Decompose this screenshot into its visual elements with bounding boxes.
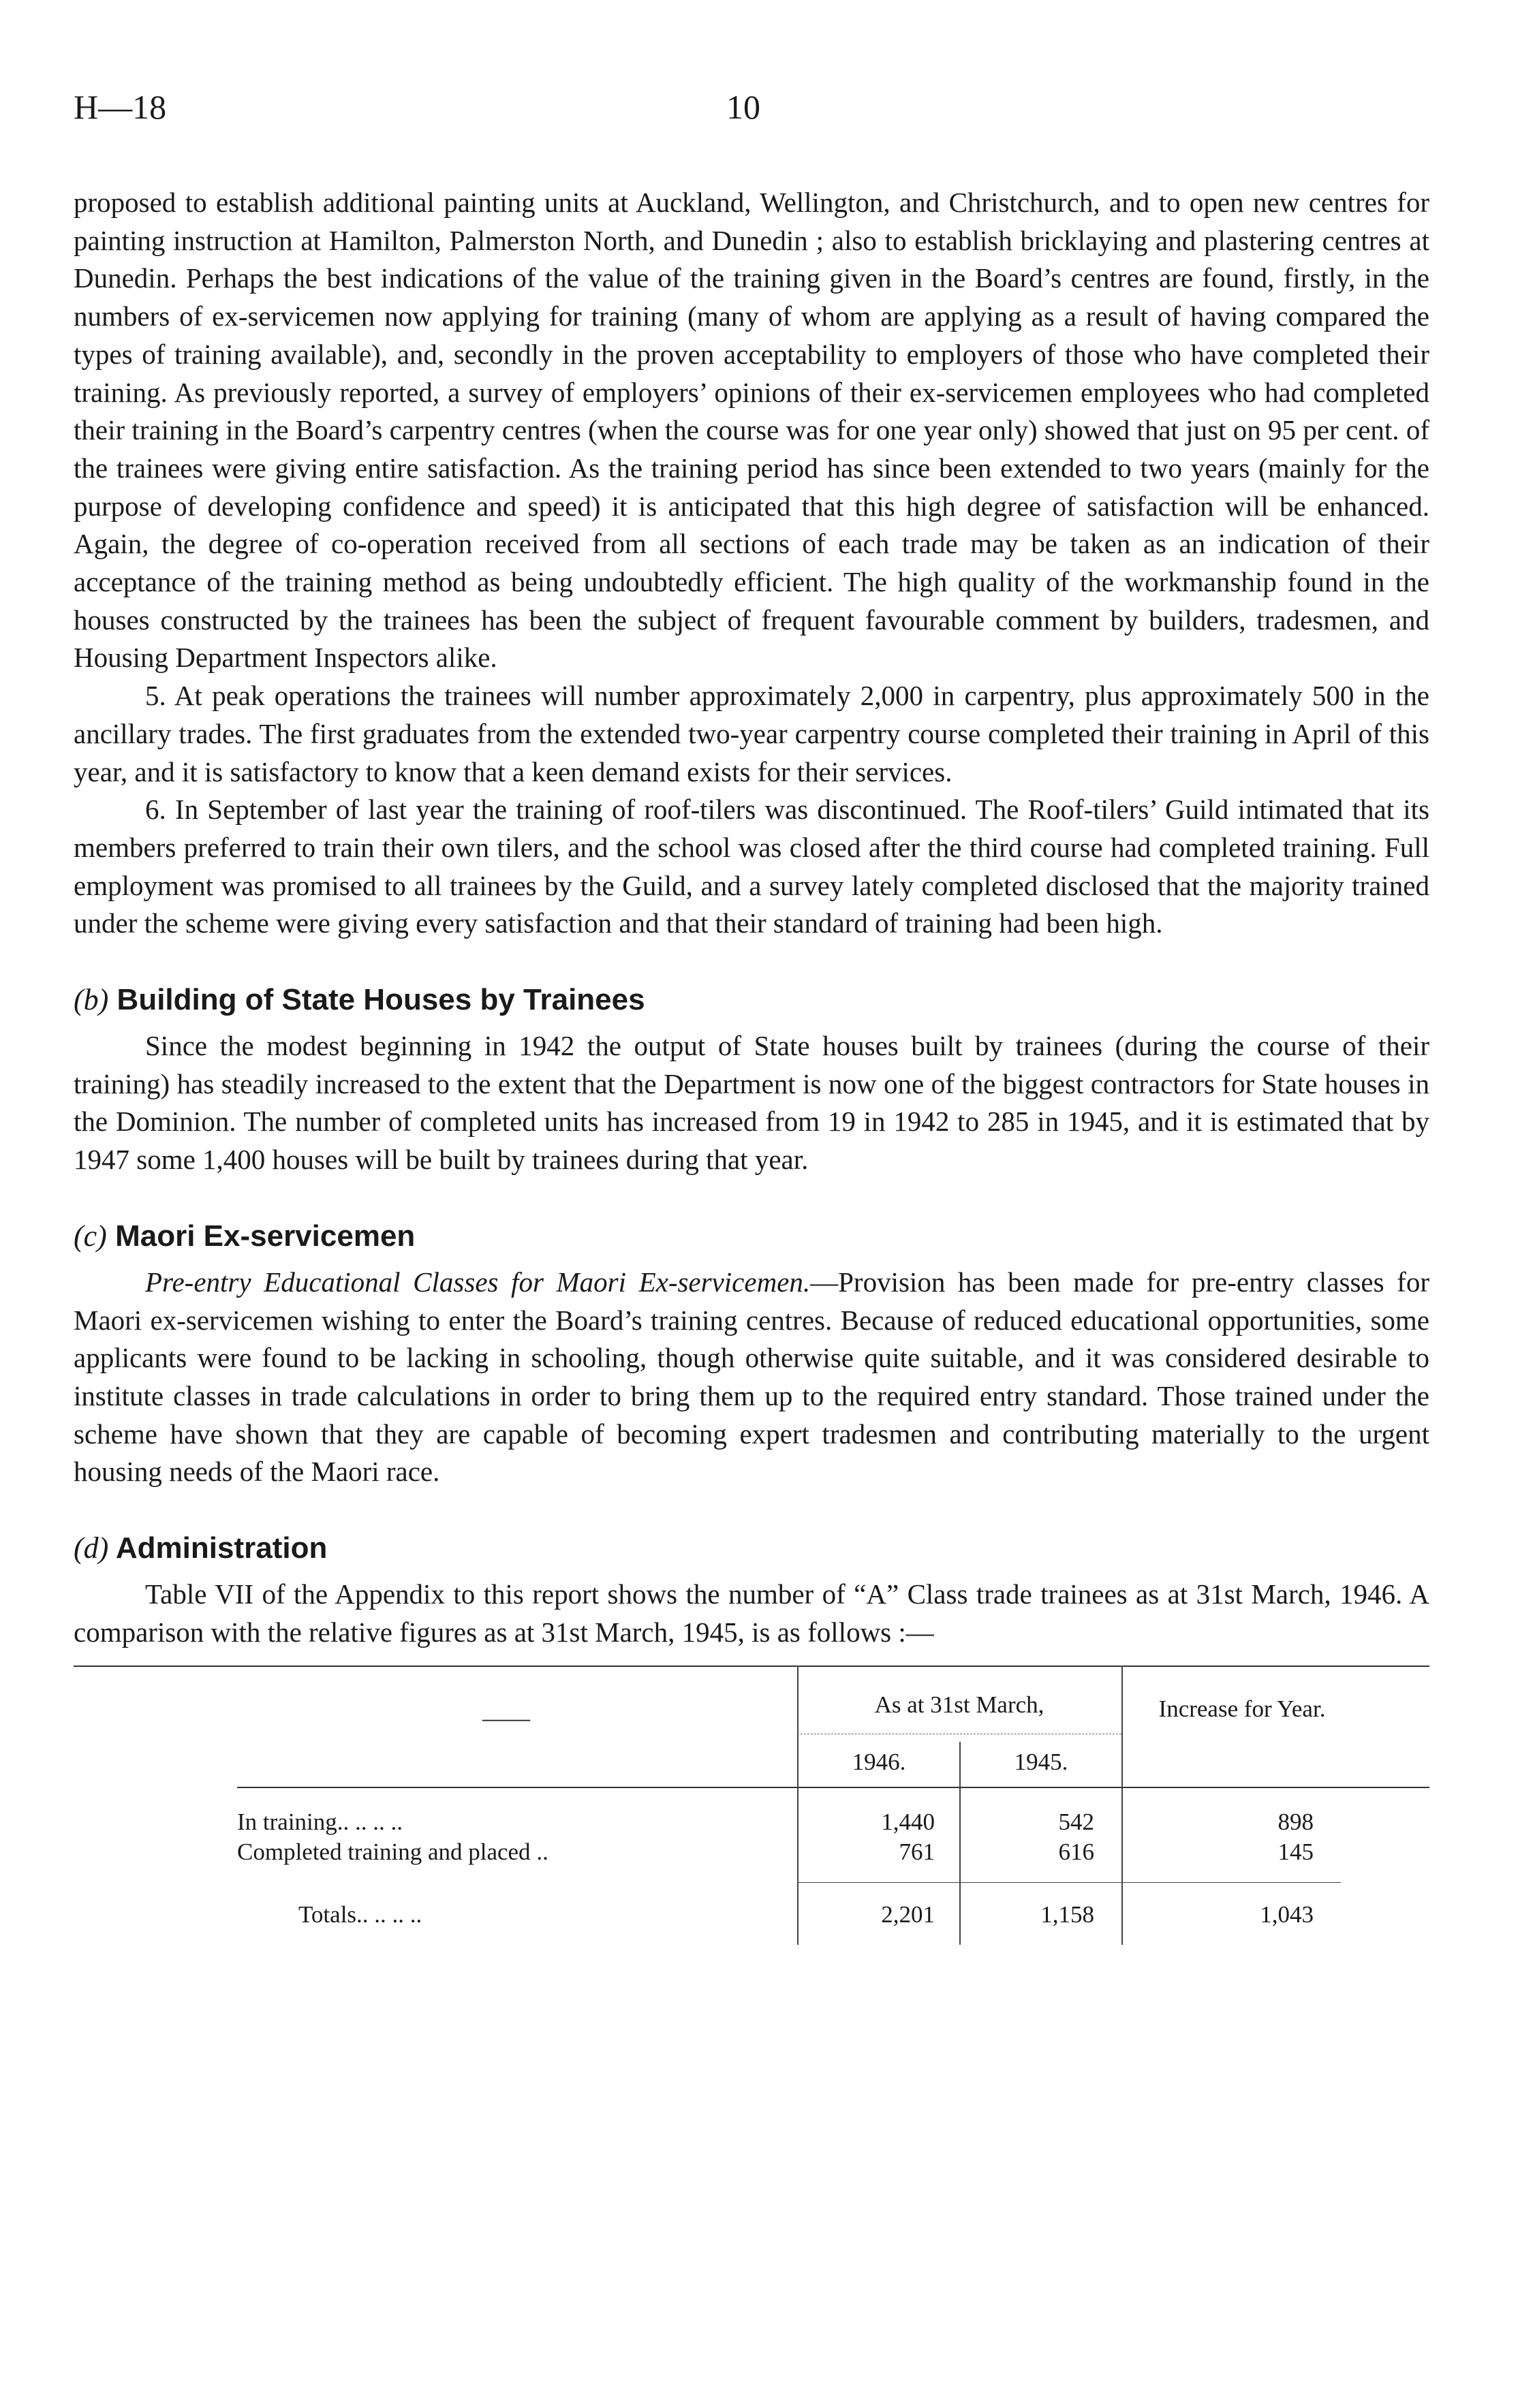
table-cell: 1,440 <box>881 1808 935 1835</box>
table-row-label: Completed training and placed .. <box>237 1838 548 1865</box>
section-heading-d: (d) Administration <box>74 1531 328 1565</box>
table-cell: 145 <box>1277 1838 1314 1865</box>
paragraph-6: 6. In September of last year the training of roof-tilers was discontinued. The Roof-tilers’ Guild intimated that its members preferred to train their own tilers, and the school was closed after the third course had completed training. Full employment was promised to all trainees by the Guild, and a survey lately completed disclosed that the majority trained under the scheme were giving every satisfaction and that their standard of training had been high. <box>74 794 1429 939</box>
table-total-label: Totals.. .. .. .. <box>298 1901 422 1928</box>
section-c-text: Pre-entry Educational Classes for Maori Ex-servicemen.—Provision has been made for pre-entry classes for Maori ex-servicemen wishing to enter the Board’s training centres. Because of reduced educational opportunities, some applicants were found to be lacking in schooling, though otherwise quite suitable, and it was considered desirable to institute classes in trade calculations in order to bring them up to the required entry standard. Those trained under the scheme have shown that they are capable of becoming expert tradesmen and contributing materially to the urgent housing needs of the Maori race. <box>74 1266 1429 1488</box>
table-col-increase: Increase for Year. <box>1158 1695 1326 1722</box>
section-d-text: Table VII of the Appendix to this report shows the number of “A” Class trade trainees as at 31st March, 1946. A comparison with the relative figures as at 31st March, 1945, is as follows :— <box>74 1578 1429 1648</box>
table-total-cell: 1,043 <box>1260 1901 1314 1928</box>
table-col-1946: 1946. <box>852 1748 906 1775</box>
table-cell: 898 <box>1277 1808 1314 1835</box>
document-body <box>74 184 1429 1952</box>
comparison-table <box>74 1666 1429 1952</box>
table-total-cell: 1,158 <box>1040 1901 1094 1928</box>
table-row-label: In training.. .. .. .. <box>237 1808 403 1835</box>
report-reference: H—18 <box>74 88 167 126</box>
section-c-lead: Pre-entry Educational Classes for Maori Ex-servicemen. <box>145 1266 811 1298</box>
section-b-text: Since the modest beginning in 1942 the output of State houses built by trainees (during the course of their training) has steadily increased to the extent that the Department is now one of the biggest contractors for State houses in the Dominion. The number of completed units has increased from 19 in 1942 to 285 in 1945, and it is estimated that by 1947 some 1,400 houses will be built by trainees during that year. <box>74 1030 1429 1176</box>
section-heading-c: (c) Maori Ex-servicemen <box>74 1219 416 1253</box>
table-col-1945: 1945. <box>1014 1748 1068 1775</box>
table-group-header: As at 31st March, <box>874 1691 1044 1718</box>
table-cell: 616 <box>1058 1838 1094 1865</box>
section-heading-b: (b) Building of State Houses by Trainees <box>74 983 645 1017</box>
paragraph-5: 5. At peak operations the trainees will number approximately 2,000 in carpentry, plus approximately 500 in the ancillary trades. The first graduates from the extended two-year carpentry course completed their training in April of this year, and it is satisfactory to know that a keen demand exists for their services. <box>74 680 1429 787</box>
page-header <box>74 87 1436 142</box>
table-cell: 542 <box>1058 1808 1094 1835</box>
page-number: 10 <box>726 88 760 126</box>
table-total-cell: 2,201 <box>881 1901 935 1928</box>
paragraph-continued: proposed to establish additional painting units at Auckland, Wellington, and Christchurch, and to open new centres for painting instruction at Hamilton, Palmerston North, and Dunedin ; also to establish bricklaying and plastering centres at Dunedin. Perhaps the best indications of the value of the training given in the Board’s centres are found, firstly, in the numbers of ex-servicemen now applying for training (many of whom are applying as a result of having compared the types of training available), and, secondly in the proven acceptability to employers of those who have completed their training. As previously reported, a survey of employers’ opinions of their ex-servicemen employees who had completed their training in the Board’s carpentry centres (when the course was for one year only) showed that just on 95 per cent. of the trainees were giving entire satisfaction. As the training period has since been extended to two years (mainly for the purpose of developing confidence and speed) it is anticipated that this high degree of satisfaction will be enhanced. Again, the degree of co-operation received from all sections of each trade may be taken as an indication of their acceptance of the training method as being undoubtedly efficient. The high quality of the workmanship found in the houses constructed by the trainees has been the subject of frequent favourable comment by builders, tradesmen, and Housing Department Inspectors alike. <box>74 187 1429 674</box>
table-cell: 761 <box>899 1838 935 1865</box>
table-stub-header: —— <box>482 1704 530 1732</box>
